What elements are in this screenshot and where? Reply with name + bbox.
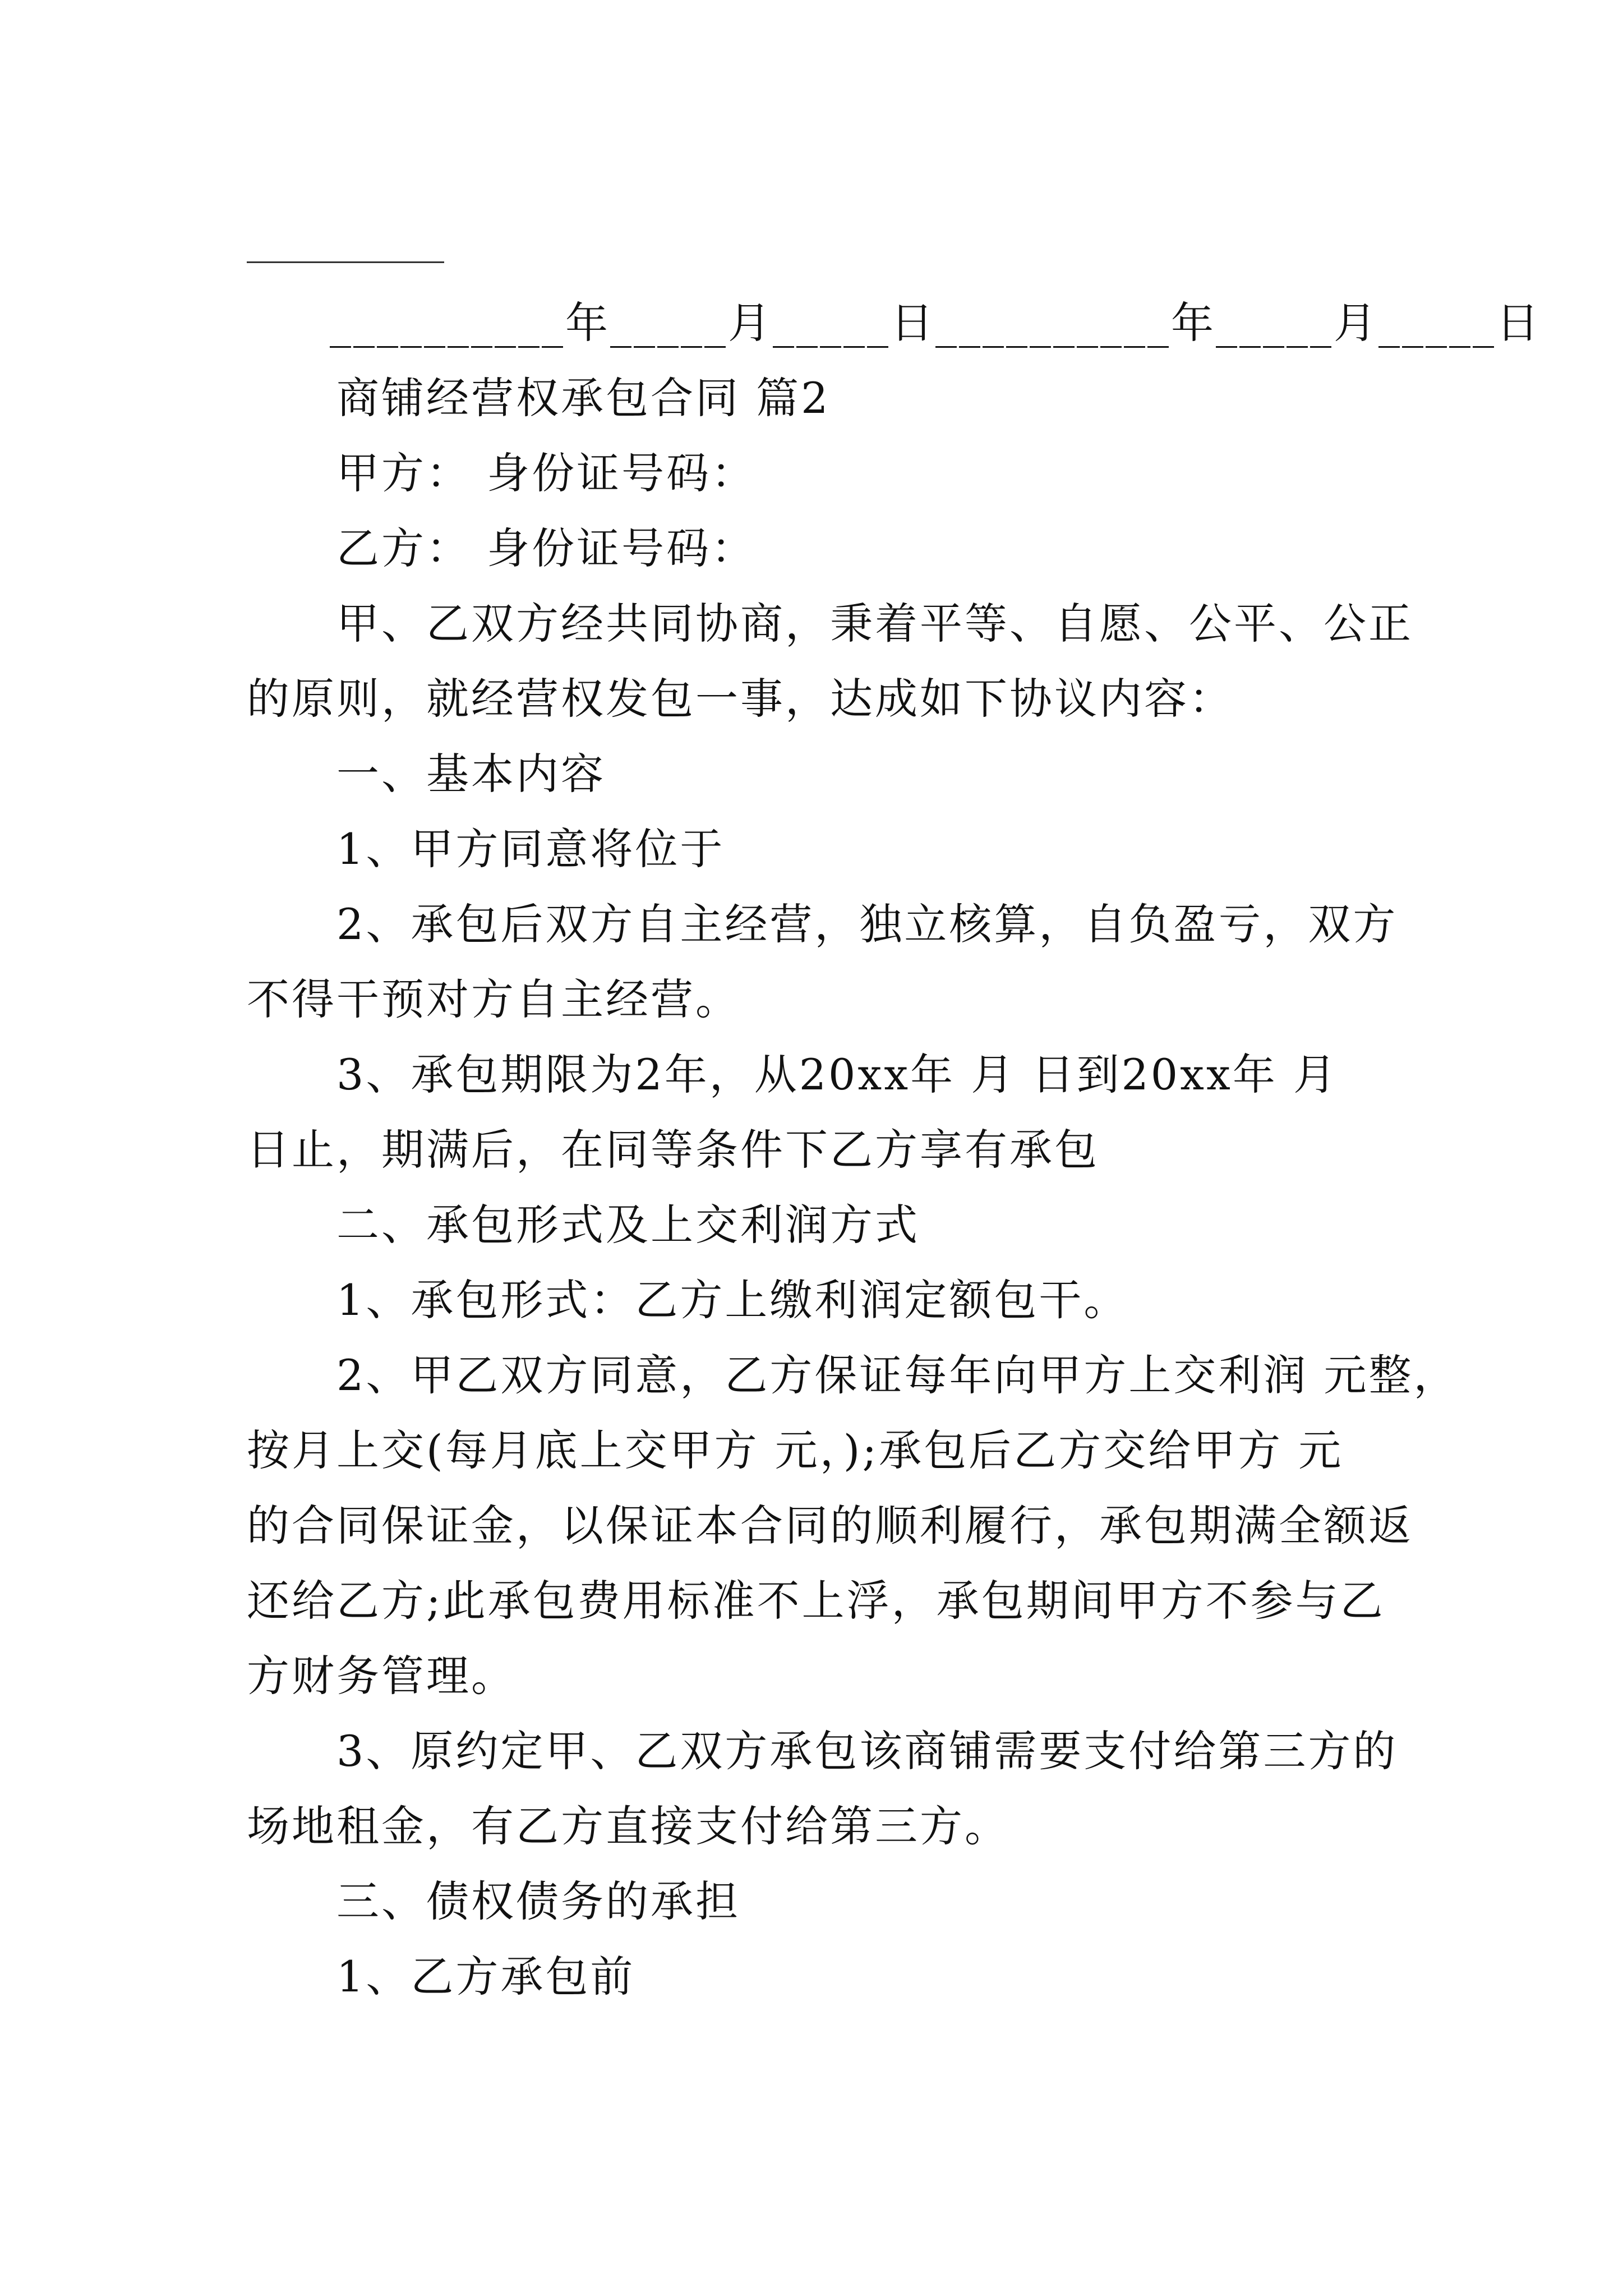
date-signature-line: __________年_____月_____日__________年_____月_____日 [330,298,1541,348]
clause-2-2-line-4: 还给乙方;此承包费用标准不上浮，承包期间甲方不参与乙 [247,1576,1385,1626]
top-divider [247,261,444,263]
clause-2-2-line-2: 按月上交(每月底上交甲方 元，);承包后乙方交给甲方 元 [247,1425,1344,1475]
clause-2-2-line-3: 的合同保证金，以保证本合同的顺利履行，承包期满全额返 [247,1501,1413,1550]
party-a-line: 甲方： 身份证号码： [336,448,757,498]
clause-1-3-line-1: 3、承包期限为2年，从20xx年 月 日到20xx年 月 [336,1050,1339,1099]
clause-1-2-line-1: 2、承包后双方自主经营，独立核算，自负盈亏，双方 [336,899,1398,949]
contract-title: 商铺经营权承包合同 篇2 [336,373,831,423]
party-b-line: 乙方： 身份证号码： [336,523,757,573]
section-heading-basic-content: 一、基本内容 [336,749,606,799]
section-heading-contract-form: 二、承包形式及上交利润方式 [336,1200,920,1250]
clause-2-3-line-2: 场地租金，有乙方直接支付给第三方。 [247,1801,1009,1851]
clause-1-3-line-2: 日止，期满后，在同等条件下乙方享有承包 [247,1125,1099,1175]
clause-1-1: 1、甲方同意将位于 [336,824,725,874]
clause-2-3-line-1: 3、原约定甲、乙双方承包该商铺需要支付给第三方的 [336,1726,1398,1776]
clause-2-2-line-5: 方财务管理。 [247,1651,516,1701]
intro-paragraph-line-1: 甲、乙双方经共同协商，秉着平等、自愿、公平、公正 [336,599,1413,648]
clause-1-2-line-2: 不得干预对方自主经营。 [247,974,740,1024]
clause-3-1: 1、乙方承包前 [336,1952,635,2001]
section-heading-debts: 三、债权债务的承担 [336,1876,740,1926]
clause-2-1: 1、承包形式：乙方上缴利润定额包干。 [336,1275,1129,1325]
intro-paragraph-line-2: 的原则，就经营权发包一事，达成如下协议内容： [247,674,1234,724]
clause-2-2-line-1: 2、甲乙双方同意，乙方保证每年向甲方上交利润 元整， [336,1350,1459,1400]
